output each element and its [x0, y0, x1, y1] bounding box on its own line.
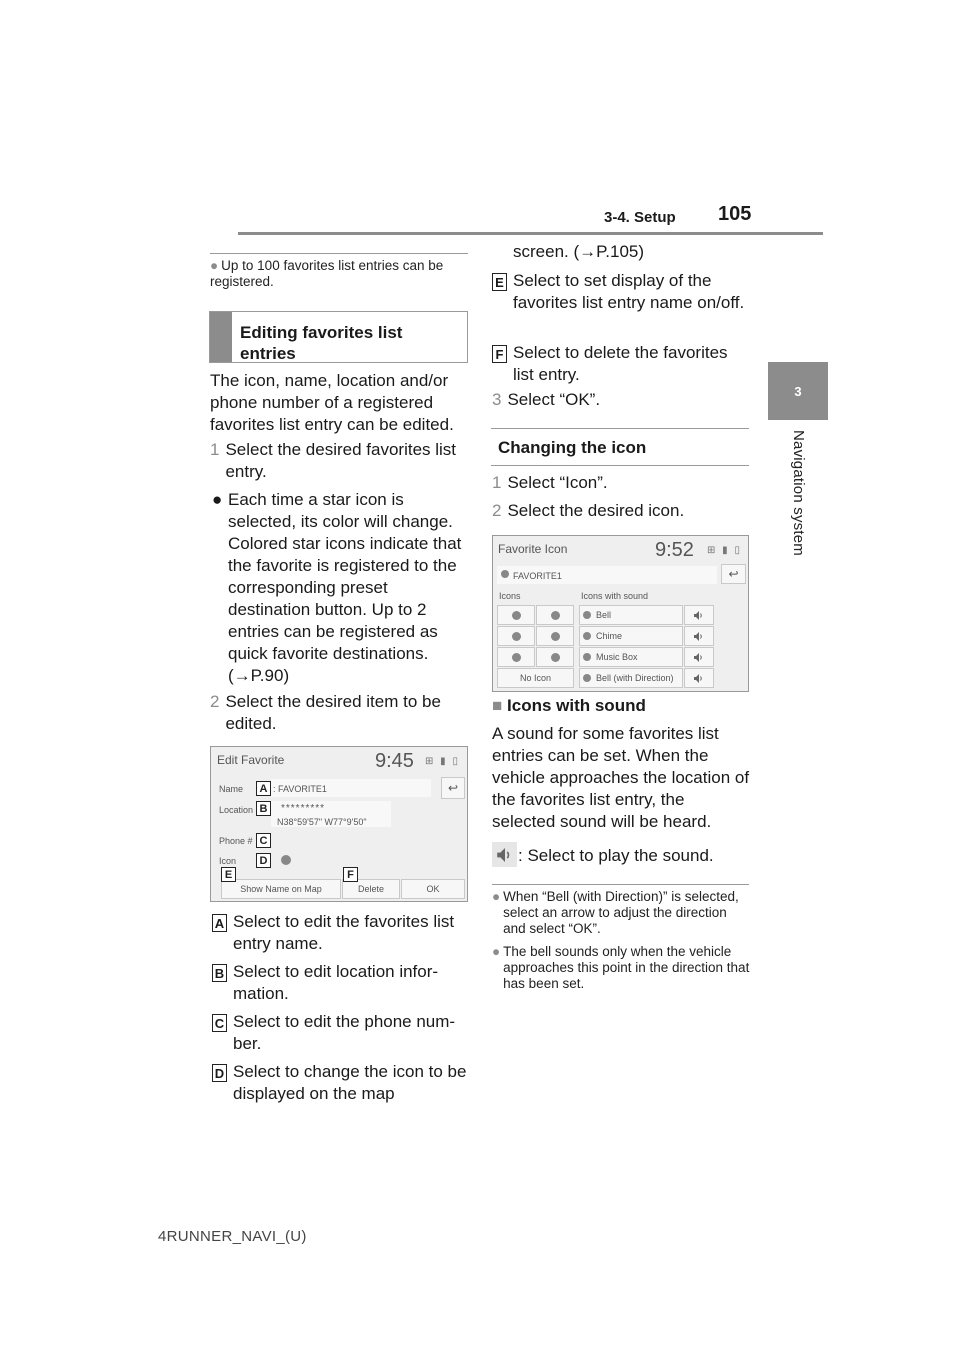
- footer-code: 4RUNNER_NAVI_(U): [158, 1228, 307, 1245]
- chapter-tab: 3: [768, 362, 828, 420]
- note: ● Up to 100 favorites list entries can be registered.: [210, 258, 444, 289]
- status-icons: ⊞ ▮ ▯: [707, 545, 742, 556]
- location-coords: N38°59'57" W77°9'50": [277, 817, 367, 827]
- icon-option[interactable]: [497, 647, 535, 667]
- bullet-dot-icon: ●: [212, 490, 223, 509]
- screen-title: Edit Favorite: [217, 753, 285, 767]
- heading-editing: [209, 311, 468, 363]
- icon-glyph: [551, 611, 560, 620]
- heading-text: Changing the icon: [498, 438, 647, 457]
- name-label: Name: [219, 784, 244, 794]
- edit-favorite-screen: [210, 746, 468, 902]
- note-bell-sounds: ● The bell sounds only when the vehicle approaches this point in the direction that has been set.: [492, 944, 750, 991]
- label-b: B: [212, 964, 227, 982]
- label-e: E: [492, 273, 507, 291]
- callout-b: B: [256, 801, 271, 816]
- bell-icon: [583, 611, 591, 619]
- note-rule: [210, 253, 468, 254]
- play-sound-button[interactable]: [684, 647, 714, 667]
- step-1: [210, 439, 472, 483]
- icon-glyph: [512, 653, 521, 662]
- bullet-text: Each time a star icon is selected, its color will change. Colored star icons indicate that the favorite is registered to the corresponding preset destination button. Up to 2 entries can be registered as quick favorite destinations. (→P.90): [228, 490, 462, 685]
- chime-icon: [583, 632, 591, 640]
- icon-step-2: 2 Select the desired icon.: [492, 501, 685, 520]
- ok-button[interactable]: OK: [401, 879, 465, 899]
- show-name-button[interactable]: Show Name on Map: [221, 879, 341, 899]
- location-stars: *********: [281, 803, 326, 814]
- icon-step-1: 1 Select “Icon”.: [492, 473, 608, 492]
- location-label: Location: [219, 805, 254, 815]
- favorite-icon-screen: [492, 535, 749, 692]
- callout-e: E: [221, 867, 236, 882]
- speaker-icon: [694, 632, 704, 641]
- play-sound-button[interactable]: [684, 668, 714, 688]
- step-number: 1: [210, 440, 220, 459]
- callout-f: F: [343, 867, 358, 882]
- speaker-description: : Select to play the sound.: [518, 846, 714, 865]
- back-button[interactable]: ↩: [721, 564, 746, 584]
- label-c: C: [212, 1014, 227, 1032]
- step-number: 2: [210, 692, 220, 711]
- item-c: C Select to edit the phone num-ber.: [212, 1011, 474, 1055]
- icon-option[interactable]: [536, 605, 574, 625]
- screen-clock: 9:45: [375, 750, 414, 772]
- item-a: A Select to edit the favorites list entry name.: [212, 911, 474, 955]
- item-b: B Select to edit location infor-mation.: [212, 961, 474, 1005]
- step-text: Select the desired item to be edited.: [225, 692, 441, 733]
- sound-bell[interactable]: Bell: [579, 605, 683, 625]
- sound-paragraph: A sound for some favorites list entries can be set. When the vehicle approaches the location of the favorites list entry, the selected sound will be heard.: [492, 724, 750, 831]
- play-sound-button[interactable]: [684, 605, 714, 625]
- speaker-icon: [694, 611, 704, 620]
- speaker-icon: [694, 653, 704, 662]
- heading-changing-icon: [491, 428, 749, 466]
- page-number: 105: [718, 203, 752, 225]
- favorite-icon[interactable]: [281, 855, 291, 865]
- speaker-button-sample: [492, 842, 517, 867]
- star-icon: [501, 570, 509, 578]
- icon-option[interactable]: [536, 647, 574, 667]
- section-title: 3-4. Setup: [604, 209, 676, 226]
- label-a: A: [212, 914, 227, 932]
- sound-chime[interactable]: Chime: [579, 626, 683, 646]
- icon-label: Icon: [219, 856, 237, 866]
- entry-name: FAVORITE1: [513, 571, 562, 581]
- speaker-icon: [694, 674, 704, 683]
- music-box-icon: [583, 653, 591, 661]
- bullet-star: [212, 489, 474, 687]
- sound-music-box[interactable]: Music Box: [579, 647, 683, 667]
- intro-paragraph: The icon, name, location and/or phone number of a registered favorites list entry can be edited.: [210, 371, 454, 434]
- delete-button[interactable]: Delete: [342, 879, 400, 899]
- callout-c: C: [256, 833, 271, 848]
- item-d: D Select to change the icon to be displayed on the map: [212, 1061, 474, 1105]
- step-3: 3 Select “OK”.: [492, 390, 601, 409]
- note-bell-direction: ● When “Bell (with Direction)” is selected, select an arrow to adjust the direction and select “OK”.: [492, 889, 739, 936]
- item-e: E Select to set display of the favorites list entry name on/off.: [492, 270, 748, 314]
- icon-glyph: [512, 611, 521, 620]
- step-text: Select the desired favorites list entry.: [225, 440, 457, 481]
- label-f: F: [492, 345, 507, 363]
- chapter-label: Navigation system: [790, 430, 807, 556]
- note-bullet-icon: ●: [492, 944, 501, 959]
- icon-glyph: [551, 653, 560, 662]
- screen-title: Favorite Icon: [498, 542, 568, 556]
- icon-glyph: [512, 632, 521, 641]
- sound-header: Icons with sound: [581, 591, 649, 601]
- note-bullet-icon: ●: [210, 258, 219, 273]
- phone-label: Phone #: [219, 836, 253, 846]
- icon-option[interactable]: [536, 626, 574, 646]
- status-icons: ⊞ ▮ ▯: [425, 756, 460, 767]
- continued-text: screen. (→P.105): [513, 242, 645, 261]
- label-d: D: [212, 1064, 227, 1082]
- note-bullet-icon: ●: [492, 889, 501, 904]
- heading-bar: [210, 312, 232, 362]
- screen-clock: 9:52: [655, 539, 694, 561]
- callout-d: D: [256, 853, 271, 868]
- sound-bell-direction[interactable]: Bell (with Direction): [579, 668, 683, 688]
- icons-header: Icons: [499, 591, 521, 601]
- icon-glyph: [551, 632, 560, 641]
- play-sound-button[interactable]: [684, 626, 714, 646]
- step-number: 3: [492, 390, 502, 409]
- subheading-icons-with-sound: ■ Icons with sound: [492, 696, 646, 715]
- header-rule: [238, 232, 823, 235]
- name-value: : FAVORITE1: [273, 784, 327, 794]
- speaker-icon: [497, 848, 513, 862]
- back-button[interactable]: ↩: [441, 777, 465, 799]
- note-rule: [492, 884, 749, 885]
- no-icon-button[interactable]: No Icon: [497, 668, 574, 688]
- step-2: [210, 691, 472, 735]
- heading-text: Editing favorites list entries: [240, 323, 403, 363]
- icon-option[interactable]: [497, 605, 535, 625]
- item-f: F Select to delete the favorites list entry.: [492, 342, 748, 386]
- callout-a: A: [256, 781, 271, 796]
- bell-direction-icon: [583, 674, 591, 682]
- square-marker-icon: ■: [492, 696, 503, 715]
- icon-option[interactable]: [497, 626, 535, 646]
